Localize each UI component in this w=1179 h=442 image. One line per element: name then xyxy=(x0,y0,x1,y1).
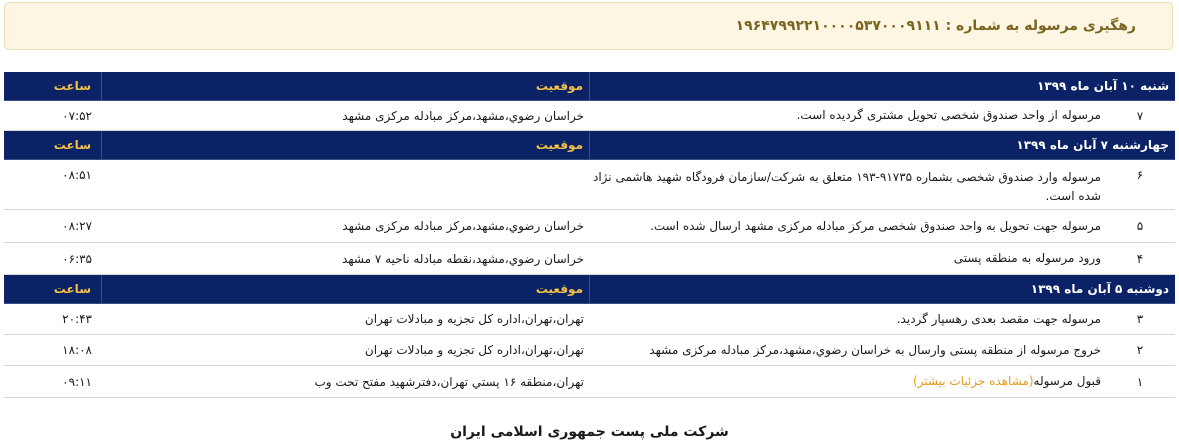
tracking-title: رهگیری مرسوله به شماره : ۱۹۶۴۷۹۹۲۲۱۰۰۰۰۵۳۷۰۰۰۹۱۱۱ xyxy=(735,18,1136,34)
day-date: دوشنبه ۵ آبان ماه ۱۳۹۹ xyxy=(1030,282,1169,296)
event-number: ۳ xyxy=(1136,312,1144,326)
day-header xyxy=(4,275,1175,304)
event-time: ۰۶:۳۵ xyxy=(62,251,92,266)
event-row xyxy=(4,335,1175,366)
event-row xyxy=(4,304,1175,335)
time-column-header: ساعت xyxy=(4,72,102,100)
time-column-header: ساعت xyxy=(4,131,102,159)
event-row xyxy=(4,210,1175,243)
event-location: تهران،منطقه ۱۶ پستي تهران،دفترشهید مفتح تحت وب xyxy=(314,374,584,389)
event-number: ۴ xyxy=(1136,251,1144,266)
day-date: شنبه ۱۰ آبان ماه ۱۳۹۹ xyxy=(1037,79,1169,93)
event-number: ۵ xyxy=(1136,219,1144,233)
event-row xyxy=(4,243,1175,275)
more-details-link[interactable]: (مشاهده جزئیات بیشتر) xyxy=(912,374,1034,388)
event-time: ۱۸:۰۸ xyxy=(62,343,92,357)
event-description xyxy=(590,372,1105,391)
event-time: ۰۷:۵۲ xyxy=(62,108,92,123)
event-location: خراسان رضوي،مشهد،مرکز مبادله مرکزی مشهد xyxy=(342,108,584,123)
event-location: خراسان رضوي،مشهد،نقطه مبادله ناحیه ۷ مشهد xyxy=(342,251,584,266)
event-location: تهران،تهران،اداره کل تجزیه و مبادلات تهران xyxy=(364,343,584,357)
event-description-text: قبول مرسوله xyxy=(1033,374,1101,388)
event-location: تهران،تهران،اداره کل تجزیه و مبادلات تهران xyxy=(364,312,584,326)
footer-company-name: شرکت ملی پست جمهوری اسلامی ایران xyxy=(450,424,729,440)
location-column-header: موقعیت xyxy=(102,275,590,303)
event-time: ۰۸:۲۷ xyxy=(62,219,92,233)
event-time: ۲۰:۴۳ xyxy=(62,312,92,326)
day-date: چهارشنبه ۷ آبان ماه ۱۳۹۹ xyxy=(1016,138,1169,152)
event-row xyxy=(4,160,1175,210)
event-number: ۶ xyxy=(1136,168,1144,182)
tracking-banner xyxy=(4,2,1173,50)
event-time: ۰۹:۱۱ xyxy=(62,374,92,389)
event-number: ۱ xyxy=(1136,374,1144,389)
location-column-header: موقعیت xyxy=(102,72,590,100)
event-description: خروج مرسوله از منطقه پستی وارسال به خراسان رضوي،مشهد،مرکز مبادله مرکزی مشهد xyxy=(649,342,1101,357)
event-description: مرسوله از واحد صندوق شخصی تحویل مشتری گردیده است. xyxy=(796,108,1101,122)
event-description: مرسوله وارد صندوق شخصی بشماره ۹۱۷۳۵-۱۹۳ متعلق به شرکت/سازمان فرودگاه شهید هاشمی نژاد شده است. xyxy=(593,170,1101,203)
day-header xyxy=(4,72,1175,101)
tracking-table xyxy=(4,72,1175,398)
event-time: ۰۸:۵۱ xyxy=(62,168,92,182)
event-number: ۲ xyxy=(1136,343,1144,357)
time-column-header: ساعت xyxy=(4,275,102,303)
event-description: مرسوله جهت تحویل به واحد صندوق شخصی مرکز مبادله مرکزی مشهد ارسال شده است. xyxy=(650,218,1101,233)
event-description: ورود مرسوله به منطقه پستی xyxy=(953,251,1101,265)
event-row xyxy=(4,101,1175,131)
day-header xyxy=(4,131,1175,160)
event-description: مرسوله جهت مقصد بعدی رهسپار گردید. xyxy=(896,311,1101,326)
event-location: خراسان رضوي،مشهد،مرکز مبادله مرکزی مشهد xyxy=(342,219,584,233)
location-column-header: موقعیت xyxy=(102,131,590,159)
event-number: ۷ xyxy=(1136,108,1144,123)
event-row xyxy=(4,366,1175,398)
